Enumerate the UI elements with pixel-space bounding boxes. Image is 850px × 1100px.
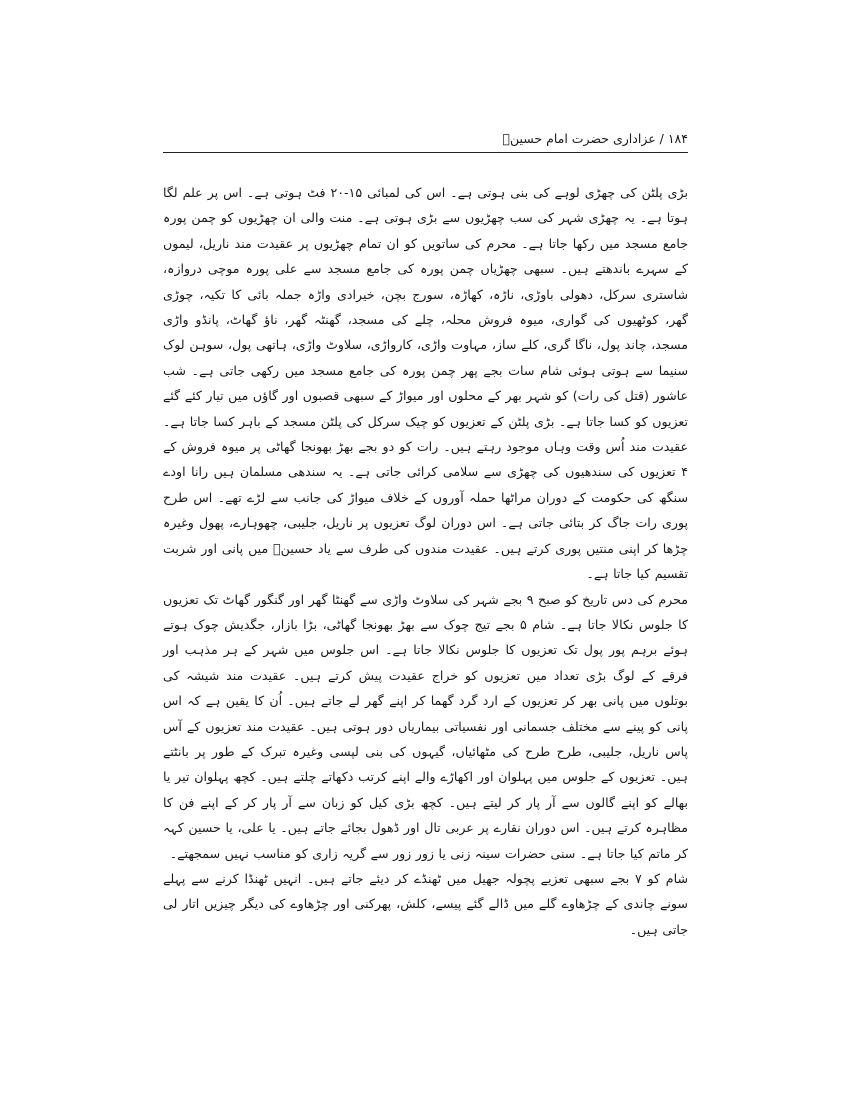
paragraph: محرم کی دس تاریخ کو صبح ۹ بجے شہر کی سلاوٹ واڑی سے گھنٹا گھر اور گنگور گھاٹ تک تعزیوں کا جلوس نکالا جاتا ہے۔ شام ۵ بجے تیج چوک سے بھڑ بھونجا گھاٹی، بڑا بازار، جگدیش چوک ہوتے ہوئے برہم پور پول تک تعزیوں کا جلوس نکالا جاتا ہے۔ اس جلوس میں شہر کے ہر مذہب اور فرقے کے لوگ بڑی تعداد میں تعزیوں کو خراج عقیدت پیش کرتے ہیں۔ عقیدت مند شیشہ کی بوتلوں میں پانی بھر کر تعزیوں کے ارد گرد گھما کر اپنے گھر لے جاتے ہیں۔ اُن کا یقین ہے کہ اس پانی کو پینے سے مختلف جسمانی اور نفسیاتی بیماریاں دور ہوتی ہیں۔ عقیدت مند تعزیوں کے آس پاس ناریل، جلیبی، طرح طرح کی مٹھائیاں، گیہوں کی بنی لپسی وغیرہ تبرک کے طور پر بانٹتے ہیں۔ تعزیوں کے جلوس میں پہلوان اور اکھاڑے والے اپنے کرتب دکھاتے چلتے ہیں۔ کچھ پہلوان تیر یا بھالے کو اپنے گالوں سے آر پار کر لیتے ہیں۔ کچھ بڑی کیل کو زبان سے آر پار کر کے اپنے فن کا مظاہرہ کرتے ہیں۔ اس دوران نقارے پر عربی تال اور ڈھول بجائے جاتے ہیں۔ یا علی، یا حسین کہہ کر ماتم کیا جاتا ہے۔ سنی حضرات سینہ زنی یا زور زور سے گریہ زاری کو مناسب نہیں سمجھتے۔ — [163, 591, 688, 861]
body-text — [163, 180, 688, 942]
paragraph: شام کو ۷ بجے سبھی تعزیے پچولہ جھیل میں ٹھنڈے کر دیئے جاتے ہیں۔ انہیں ٹھنڈا کرنے سے پہلے سونے چاندی کے چڑھاوے گلے میں ڈالے گئے پیسے، کلش، پھرکنی اور چڑھاوے کی دیگر چیزیں اتار لی جاتی ہیں۔ — [163, 870, 688, 937]
running-header-text: ۱۸۴ / عزاداری حضرت امام حسینؑ — [502, 131, 688, 146]
running-header — [163, 128, 688, 150]
paragraph: بڑی پلٹن کی چھڑی لوہے کی بنی ہوتی ہے۔ اس کی لمبائی ۱۵-۲۰ فٹ ہوتی ہے۔ اس پر علم لگا ہوتا ہے۔ یہ چھڑی شہر کی سب چھڑیوں سے بڑی ہوتی ہے۔ منت والی ان چھڑیوں کو چمن پورہ جامع مسجد میں رکھا جاتا ہے۔ محرم کی ساتویں کو ان تمام چھڑیوں پر عقیدت مند ناریل، لیموں کے سہرے باندھتے ہیں۔ سبھی چھڑیاں چمن پورہ کی جامع مسجد سے علی پورہ موچی دروازہ، شاستری سرکل، دھولی باوڑی، ناڑہ، کھاڑہ، سورج بچن، خیرادی واڑہ جملہ بائی کا تکیہ، چوڑی گھر، کوٹھیوں کی گواری، میوہ فروش محلہ، چلے کی مسجد، گھنٹہ گھر، ناؤ گھاٹ، پانڈو واڑی مسجد، چاند پول، ناگا گری، کلے ساز، مہاوت واڑی، کارواڑی، سلاوٹ واڑی، ہاتھی پول، سوہن لوک سنیما سے ہوتی ہوئی شام سات بجے پھر چمن پورہ کی جامع مسجد میں رکھی جاتی ہے۔ شب عاشور (قتل کی رات) کو شہر بھر کے محلوں اور میواڑ کے سبھی قصبوں اور گاؤں میں تیار کئے گئے تعزیوں کو کسا جاتا ہے۔ بڑی پلٹن کے تعزیوں کو چیک سرکل کی پلٹن مسجد کے باہر کسا جاتا ہے۔ عقیدت مند اُس وقت وہاں موجود رہتے ہیں۔ رات کو دو بجے بھڑ بھونجا گھاٹی پر میوہ فروش کے ۴ تعزیوں کی سندھیوں کی چھڑی سے سلامی کرائی جاتی ہے۔ یہ سندھی مسلمان ہیں رانا اودے سنگھ کی حکومت کے دوران مراٹھا حملہ آوروں کے خلاف میواڑ کی جانب سے لڑے تھے۔ اس طرح پوری رات جاگ کر بتائی جاتی ہے۔ اس دوران لوگ تعزیوں پر ناریل، جلیبی، چھوہارے، پھول وغیرہ چڑھا کر اپنی منتیں پوری کرتے ہیں۔ عقیدت مندوں کی طرف سے یاد حسینؑ میں پانی اور شربت تقسیم کیا جاتا ہے۔ — [163, 185, 688, 582]
header-rule — [163, 152, 688, 153]
